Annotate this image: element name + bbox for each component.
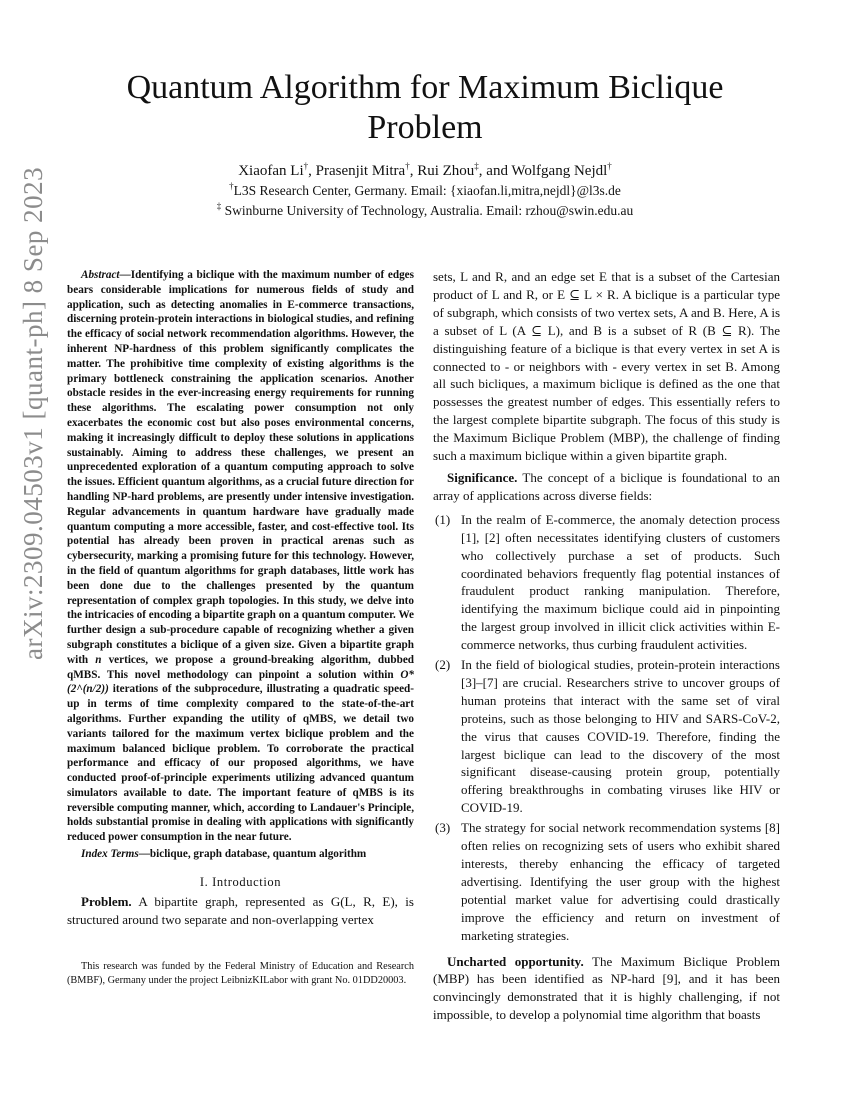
left-column <box>67 268 414 929</box>
author-list: Xiaofan Li†, Prasenjit Mitra†, Rui Zhou‡, and Wolfgang Nejdl† <box>238 161 612 179</box>
right-column <box>433 268 780 1024</box>
index-terms: Index Terms—biclique, graph database, quantum algorithm <box>81 848 367 861</box>
author: Xiaofan Li† <box>238 161 309 179</box>
list-item: (3) The strategy for social network recommendation systems [8] often relies on recognizing sets of users who exhibit shared interests, thereby enhancing the efficacy of targeted advertising. Identifying the user group with the highest potential market value for advertising could drastically improve the efficiency and return on investment of marketing strategies. <box>435 820 780 943</box>
application-list <box>433 511 780 945</box>
paper-title: Quantum Algorithm for Maximum Biclique Problem <box>126 69 724 146</box>
uncharted-paragraph: Uncharted opportunity. The Maximum Biclique Problem (MBP) has been identified as NP-hard [9], and it has been convincingly demonstrated that it is highly challenging, if not impossible, to develop a polynomial time algorithm that boasts <box>433 953 780 1023</box>
footnote: This research was funded by the Federal Ministry of Education and Research (BMBF), Germany under the project LeibnizKILabor with grant No. 01DD20003. <box>67 961 414 986</box>
complexity-expression: O*(2^(n/2)) <box>67 668 414 696</box>
author: Prasenjit Mitra† <box>315 161 410 179</box>
body-paragraph: sets, L and R, and an edge set E that is a subset of the Cartesian product of L and R, or E ⊆ L × R. A biclique is a particular type of subgraph, which consists of two vertex sets, A and B. Here, A is a subset of L (A ⊆ L), and B is a subset of R (B ⊆ R). The distinguishing feature of a biclique is that every vertex in set A is connected to - or neighbors with - every vertex in set B. Among all such bicliques, a maximum biclique is defined as the one that possesses the greatest number of edges. This essentially refers to the largest complete bipartite subgraph. The focus of this study is the Maximum Biclique Problem (MBP), the challenge of finding such a maximum biclique within a given bipartite graph. <box>433 269 780 464</box>
affiliation: ‡ Swinburne University of Technology, Australia. Email: rzhou@swin.edu.au <box>216 201 634 218</box>
significance-paragraph: Significance. The concept of a biclique is foundational to an array of applications across diverse fields: <box>433 469 780 503</box>
author: Rui Zhou‡ <box>417 161 479 179</box>
abstract: Abstract—Identifying a biclique with the maximum number of edges bears considerable implications for numerous fields of study and application, such as detecting anomalies in E-commerce transactions, discerning protein-protein interactions in biological studies, and refining the efficacy of social network recommendation algorithms. However, the inherent NP-hardness of this problem significantly complicates the matter. The prohibitive time complexity of existing algorithms is the primary bottleneck constraining the application scenarios. Another obstacle resides in the ever-increasing energy requirements for running these algorithms. The escalating power consumption not only exacerbates the economic cost but also poses environmental concerns, making it increasingly difficult to deploy these solutions in applications sustainably. Aiming to address these challenges, we present an unprecedented exploration of a quantum computing approach to solve the issues. Efficient quantum algorithms, as a crucial future direction for handling NP-hard problems, are presently under intensive investigation. Regular advancements in quantum hardware have gradually made quantum computing a more accessible, faster, and cost-effective tool. Its potential has already been proven in practical arenas such as cybersecurity, marking a promising future for this technology. However, in the field of quantum algorithms for graph databases, little work has been done due to the challenges presented by the quantum representation of complex graph topologies. In this study, we delve into the intricacies of encoding a bipartite graph on a quantum computer. We further design a sub-procedure capable of recognizing whether a given subgraph constitutes a biclique of a given size. Given a bipartite graph with n vertices, we propose a ground-breaking algorithm, dubbed qMBS. This novel methodology can pinpoint a solution within O*(2^(n/2)) iterations of the subprocedure, illustrating a quadratic speed-up in terms of time complexity compared to the state-of-the-art algorithms. Further expanding the utility of qMBS, we detail two variants tailored for the maximum vertex biclique problem and the maximum balanced biclique problem. To corroborate the practical performance and efficacy of our proposed algorithms, we have conducted proof-of-principle experiments utilizing advanced quantum simulators available to date. The important feature of qMBS is its reversible computing manner, which, according to Landauer's Principle, holds substantial promise in dealing with applications with significantly reduced power consumption in the near future. <box>67 269 415 844</box>
affiliation: †L3S Research Center, Germany. Email: {xiaofan.li,mitra,nejdl}@l3s.de <box>229 181 621 198</box>
section-heading: I. Introduction <box>199 874 282 889</box>
list-item: (2) In the field of biological studies, protein-protein interactions [3]–[7] are crucial. Researchers strive to uncover groups of human proteins that interact with the same set of viral proteins, such as those belonging to HIV and SARS-CoV-2, the virus that causes COVID-19. Therefore, finding the largest biclique can lead to the discovery of the most significant disease-causing protein group, potentially offering breakthroughs in combating viruses like HIV or COVID-19. <box>435 657 780 816</box>
arxiv-id: arXiv:2309.04503v1 [quant-ph] 8 Sep 2023 <box>18 166 48 660</box>
list-item: (1) In the realm of E-commerce, the anomaly detection process [1], [2] often necessitates identifying clusters of customers who collectively purchase a set of products. Such coordinated behaviors frequently flag potential instances of fraudulent product ranking manipulation. Therefore, identifying the maximum biclique could aid in pinpointing the largest group involved in illicit click activities within E-commerce networks, thus curbing fraudulent activities. <box>435 511 780 653</box>
author: Wolfgang Nejdl† <box>511 161 612 179</box>
intro-paragraph: Problem. A bipartite graph, represented as G(L, R, E), is structured around two separate and non-overlapping vertex <box>67 893 414 927</box>
